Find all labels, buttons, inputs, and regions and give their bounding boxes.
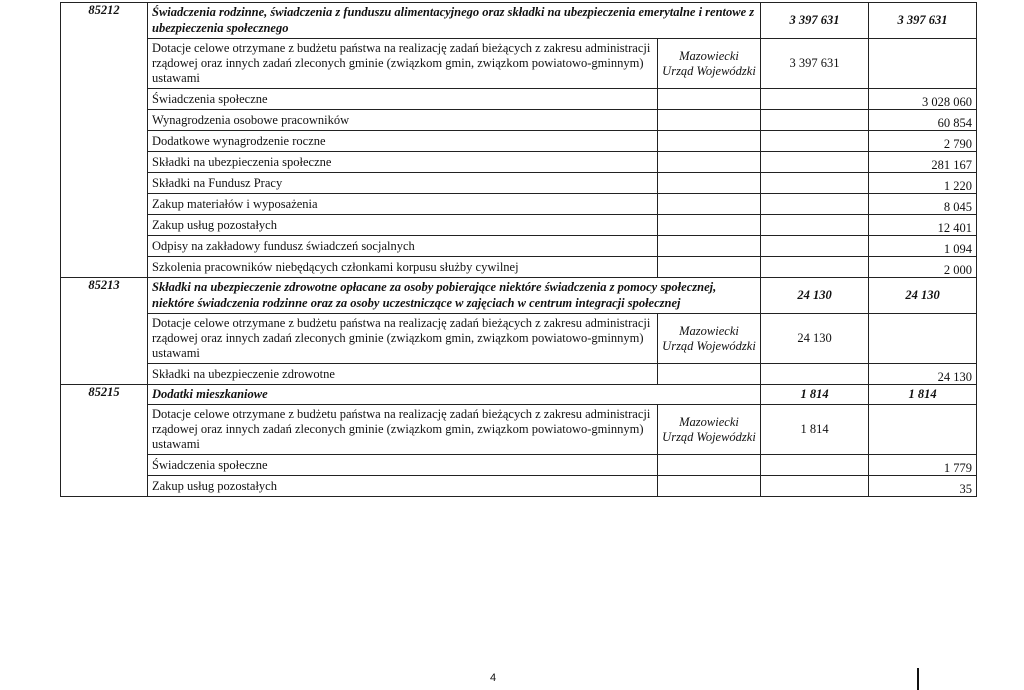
item-value: 1 779 <box>869 455 977 476</box>
section-code: 85213 <box>61 278 148 385</box>
grant-row <box>61 39 977 89</box>
section-expense-total: 24 130 <box>869 278 977 314</box>
section-expense-total: 3 397 631 <box>869 3 977 39</box>
item-label: Odpisy na zakładowy fundusz świadczeń socjalnych <box>148 236 658 257</box>
grant-entity: Mazowiecki Urząd Wojewódzki <box>658 314 761 364</box>
item-label: Dodatkowe wynagrodzenie roczne <box>148 131 658 152</box>
item-label: Świadczenia społeczne <box>148 89 658 110</box>
item-value: 35 <box>869 476 977 497</box>
item-row <box>61 257 977 278</box>
grant-entity: Mazowiecki Urząd Wojewódzki <box>658 39 761 89</box>
section-header-85212 <box>61 3 977 39</box>
item-value: 2 000 <box>869 257 977 278</box>
grant-income: 1 814 <box>761 405 869 455</box>
section-income-total: 24 130 <box>761 278 869 314</box>
item-row <box>61 152 977 173</box>
item-row <box>61 110 977 131</box>
scan-edge-mark <box>917 668 919 690</box>
item-label: Zakup usług pozostałych <box>148 476 658 497</box>
empty-cell <box>869 39 977 89</box>
grant-text: Dotacje celowe otrzymane z budżetu państwa na realizację zadań bieżących z zakresu administracji rządowej oraz innych zadań zleconych gminie (związkom gmin, związkom powiatowo-gminnym) ustawami <box>148 405 658 455</box>
item-value: 1 220 <box>869 173 977 194</box>
page-number: 4 <box>490 672 497 684</box>
item-label: Wynagrodzenia osobowe pracowników <box>148 110 658 131</box>
grant-income: 24 130 <box>761 314 869 364</box>
grant-income: 3 397 631 <box>761 39 869 89</box>
budget-table <box>60 2 977 497</box>
item-row <box>61 455 977 476</box>
empty-cell <box>869 314 977 364</box>
grant-row <box>61 405 977 455</box>
section-header-85215 <box>61 385 977 405</box>
item-row <box>61 364 977 385</box>
item-label: Zakup usług pozostałych <box>148 215 658 236</box>
item-label: Składki na ubezpieczenia społeczne <box>148 152 658 173</box>
item-label: Składki na Fundusz Pracy <box>148 173 658 194</box>
section-header-85213 <box>61 278 977 314</box>
item-row <box>61 173 977 194</box>
empty-cell <box>869 405 977 455</box>
section-income-total: 3 397 631 <box>761 3 869 39</box>
item-label: Świadczenia społeczne <box>148 455 658 476</box>
section-title: Dodatki mieszkaniowe <box>148 385 761 405</box>
item-value: 24 130 <box>869 364 977 385</box>
item-value: 3 028 060 <box>869 89 977 110</box>
item-label: Zakup materiałów i wyposażenia <box>148 194 658 215</box>
section-code: 85215 <box>61 385 148 497</box>
item-row <box>61 476 977 497</box>
section-expense-total: 1 814 <box>869 385 977 405</box>
item-row <box>61 215 977 236</box>
item-value: 12 401 <box>869 215 977 236</box>
grant-text: Dotacje celowe otrzymane z budżetu państwa na realizację zadań bieżących z zakresu administracji rządowej oraz innych zadań zleconych gminie (związkom gmin, związkom powiatowo-gminnym) ustawami <box>148 314 658 364</box>
section-income-total: 1 814 <box>761 385 869 405</box>
section-code: 85212 <box>61 3 148 278</box>
item-label: Szkolenia pracowników niebędących członkami korpusu służby cywilnej <box>148 257 658 278</box>
item-row <box>61 194 977 215</box>
section-title: Składki na ubezpieczenie zdrowotne opłacane za osoby pobierające niektóre świadczenia z pomocy społecznej, niektóre świadczenia rodzinne oraz za osoby uczestniczące w zajęciach w centrum integracji społecznej <box>148 278 761 314</box>
item-value: 2 790 <box>869 131 977 152</box>
item-value: 281 167 <box>869 152 977 173</box>
grant-entity: Mazowiecki Urząd Wojewódzki <box>658 405 761 455</box>
item-row <box>61 131 977 152</box>
section-title: Świadczenia rodzinne, świadczenia z funduszu alimentacyjnego oraz składki na ubezpieczenia emerytalne i rentowe z ubezpieczenia społecznego <box>148 3 761 39</box>
item-row <box>61 236 977 257</box>
item-value: 8 045 <box>869 194 977 215</box>
item-row <box>61 89 977 110</box>
item-label: Składki na ubezpieczenie zdrowotne <box>148 364 658 385</box>
grant-row <box>61 314 977 364</box>
item-value: 1 094 <box>869 236 977 257</box>
item-value: 60 854 <box>869 110 977 131</box>
grant-text: Dotacje celowe otrzymane z budżetu państwa na realizację zadań bieżących z zakresu administracji rządowej oraz innych zadań zleconych gminie (związkom gmin, związkom powiatowo-gminnym) ustawami <box>148 39 658 89</box>
